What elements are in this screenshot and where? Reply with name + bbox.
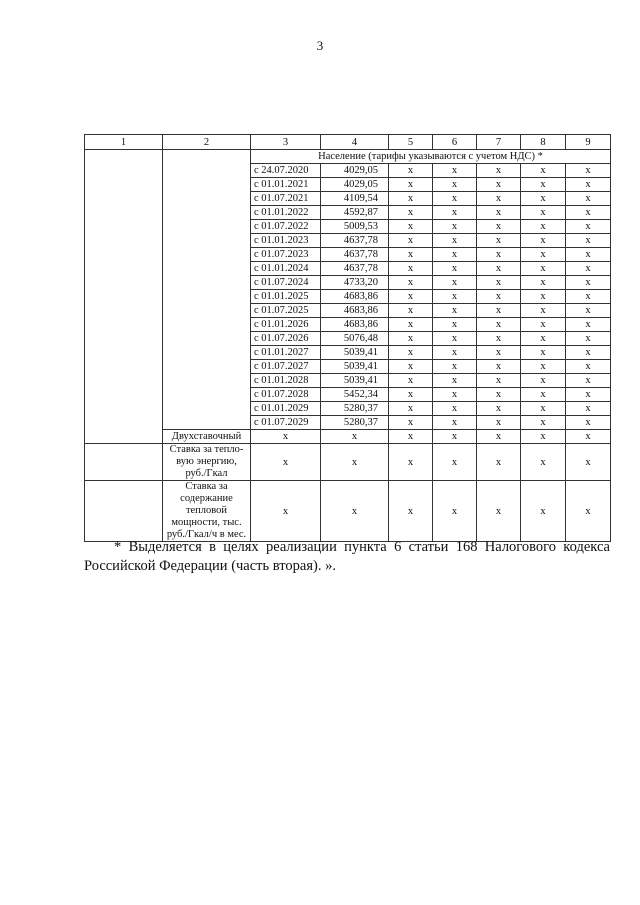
date-cell: с 01.07.2028 [251,388,321,402]
date-cell: с 24.07.2020 [251,164,321,178]
header-cell: 2 [163,135,251,150]
date-cell: с 01.01.2025 [251,290,321,304]
mark-cell: х [521,262,566,276]
mark-cell: х [566,346,611,360]
mark-cell: х [566,206,611,220]
tariff-value-cell: 5039,41 [321,360,389,374]
mark-cell: х [433,234,477,248]
date-cell: с 01.01.2023 [251,234,321,248]
mark-cell: х [477,178,521,192]
tariff-value-cell: 4029,05 [321,164,389,178]
section-title-row [85,150,611,164]
mark-cell: х [521,164,566,178]
mark-cell: х [566,318,611,332]
date-cell: с 01.07.2022 [251,220,321,234]
mark-cell: х [477,374,521,388]
mark-cell: х [389,178,433,192]
mark-cell: х [477,332,521,346]
mark-cell: х [389,346,433,360]
date-cell: с 01.01.2021 [251,178,321,192]
mark-cell: х [477,290,521,304]
mark-cell: х [566,192,611,206]
rate-capacity-label: Ставка за содержание тепловой мощности, тыс. руб./Гкал/ч в мес. [163,481,251,542]
mark-cell: х [477,318,521,332]
mark-cell: х [433,290,477,304]
mark-cell: х [566,444,611,481]
mark-cell: х [566,276,611,290]
mark-cell: х [521,276,566,290]
date-cell: с 01.01.2022 [251,206,321,220]
mark-cell: х [477,220,521,234]
mark-cell: х [433,416,477,430]
mark-cell: х [477,388,521,402]
mark-cell: х [521,430,566,444]
mark-cell: х [389,192,433,206]
mark-cell: х [389,318,433,332]
mark-cell: х [521,416,566,430]
mark-cell: х [251,430,321,444]
date-cell: с 01.01.2027 [251,346,321,360]
date-cell: с 01.01.2029 [251,402,321,416]
mark-cell: х [521,481,566,542]
mark-cell: х [321,430,389,444]
mark-cell: х [566,402,611,416]
mark-cell: х [389,262,433,276]
mark-cell: х [389,388,433,402]
date-cell: с 01.07.2024 [251,276,321,290]
header-cell: 1 [85,135,163,150]
mark-cell: х [521,360,566,374]
mark-cell: х [521,206,566,220]
tariff-value-cell: 5039,41 [321,374,389,388]
mark-cell: х [477,234,521,248]
empty-cell [85,481,163,542]
mark-cell: х [477,248,521,262]
mark-cell: х [321,444,389,481]
mark-cell: х [521,304,566,318]
mark-cell: х [433,164,477,178]
tariff-table [84,134,611,542]
mark-cell: х [521,332,566,346]
mark-cell: х [433,374,477,388]
date-cell: с 01.07.2021 [251,192,321,206]
mark-cell: х [566,332,611,346]
date-cell: с 01.07.2026 [251,332,321,346]
page-number: 3 [316,38,324,53]
mark-cell: х [321,481,389,542]
mark-cell: х [521,192,566,206]
tariff-value-cell: 4029,05 [321,178,389,192]
tariff-value-cell: 4637,78 [321,248,389,262]
mark-cell: х [566,220,611,234]
mark-cell: х [433,304,477,318]
mark-cell: х [566,164,611,178]
two-part-label: Двухставочный [163,430,251,444]
mark-cell: х [566,262,611,276]
mark-cell: х [389,430,433,444]
date-cell: с 01.07.2029 [251,416,321,430]
mark-cell: х [433,178,477,192]
date-cell: с 01.01.2028 [251,374,321,388]
mark-cell: х [477,481,521,542]
mark-cell: х [389,234,433,248]
mark-cell: х [521,178,566,192]
mark-cell: х [477,360,521,374]
mark-cell: х [477,262,521,276]
header-row [85,135,611,150]
mark-cell: х [433,481,477,542]
mark-cell: х [566,360,611,374]
mark-cell: х [521,388,566,402]
rate-energy-row [85,444,611,481]
mark-cell: х [521,444,566,481]
mark-cell: х [433,346,477,360]
empty-cell [85,150,163,444]
mark-cell: х [433,402,477,416]
mark-cell: х [566,374,611,388]
header-cell: 8 [521,135,566,150]
mark-cell: х [521,346,566,360]
mark-cell: х [566,234,611,248]
mark-cell: х [521,220,566,234]
mark-cell: х [389,332,433,346]
mark-cell: х [521,290,566,304]
mark-cell: х [389,248,433,262]
header-cell: 5 [389,135,433,150]
mark-cell: х [477,164,521,178]
tariff-value-cell: 4683,86 [321,318,389,332]
tariff-value-cell: 4683,86 [321,304,389,318]
mark-cell: х [389,402,433,416]
header-cell: 4 [321,135,389,150]
mark-cell: х [566,416,611,430]
empty-cell [163,150,251,430]
mark-cell: х [433,430,477,444]
mark-cell: х [433,360,477,374]
header-cell: 6 [433,135,477,150]
mark-cell: х [389,304,433,318]
tariff-value-cell: 4733,20 [321,276,389,290]
date-cell: с 01.07.2027 [251,360,321,374]
mark-cell: х [521,318,566,332]
mark-cell: х [566,178,611,192]
tariff-value-cell: 4683,86 [321,290,389,304]
mark-cell: х [566,481,611,542]
mark-cell: х [477,192,521,206]
tariff-value-cell: 5039,41 [321,346,389,360]
mark-cell: х [433,388,477,402]
mark-cell: х [251,444,321,481]
date-cell: с 01.07.2025 [251,304,321,318]
mark-cell: х [433,192,477,206]
tariff-value-cell: 4592,87 [321,206,389,220]
tariff-value-cell: 5280,37 [321,416,389,430]
mark-cell: х [521,234,566,248]
mark-cell: х [251,481,321,542]
tariff-value-cell: 4637,78 [321,234,389,248]
mark-cell: х [389,481,433,542]
mark-cell: х [433,332,477,346]
mark-cell: х [389,206,433,220]
mark-cell: х [389,276,433,290]
section-title: Население (тарифы указываются с учетом НДС) * [251,150,611,164]
mark-cell: х [433,248,477,262]
mark-cell: х [433,206,477,220]
mark-cell: х [389,164,433,178]
empty-cell [85,444,163,481]
mark-cell: х [566,248,611,262]
date-cell: с 01.07.2023 [251,248,321,262]
mark-cell: х [389,220,433,234]
mark-cell: х [477,346,521,360]
header-cell: 3 [251,135,321,150]
mark-cell: х [389,360,433,374]
mark-cell: х [477,276,521,290]
tariff-value-cell: 5009,53 [321,220,389,234]
mark-cell: х [477,402,521,416]
mark-cell: х [521,374,566,388]
header-cell: 9 [566,135,611,150]
mark-cell: х [521,402,566,416]
header-cell: 7 [477,135,521,150]
mark-cell: х [477,206,521,220]
date-cell: с 01.01.2024 [251,262,321,276]
mark-cell: х [566,430,611,444]
footnote: * Выделяется в целях реализации пункта 6 статьи 168 Налогового кодекса Российской Федерации (часть вторая). ». [84,539,610,574]
mark-cell: х [433,444,477,481]
tariff-value-cell: 5452,34 [321,388,389,402]
mark-cell: х [521,248,566,262]
mark-cell: х [477,416,521,430]
two-part-row [85,430,611,444]
rate-capacity-row [85,481,611,542]
mark-cell: х [433,276,477,290]
mark-cell: х [389,374,433,388]
tariff-value-cell: 5280,37 [321,402,389,416]
tariff-value-cell: 5076,48 [321,332,389,346]
mark-cell: х [433,318,477,332]
mark-cell: х [389,444,433,481]
mark-cell: х [566,304,611,318]
mark-cell: х [433,220,477,234]
rate-energy-label: Ставка за тепло-вую энергию, руб./Гкал [163,444,251,481]
mark-cell: х [566,290,611,304]
mark-cell: х [389,416,433,430]
mark-cell: х [566,388,611,402]
mark-cell: х [477,430,521,444]
tariff-value-cell: 4109,54 [321,192,389,206]
mark-cell: х [389,290,433,304]
mark-cell: х [477,304,521,318]
mark-cell: х [477,444,521,481]
date-cell: с 01.01.2026 [251,318,321,332]
mark-cell: х [433,262,477,276]
tariff-value-cell: 4637,78 [321,262,389,276]
